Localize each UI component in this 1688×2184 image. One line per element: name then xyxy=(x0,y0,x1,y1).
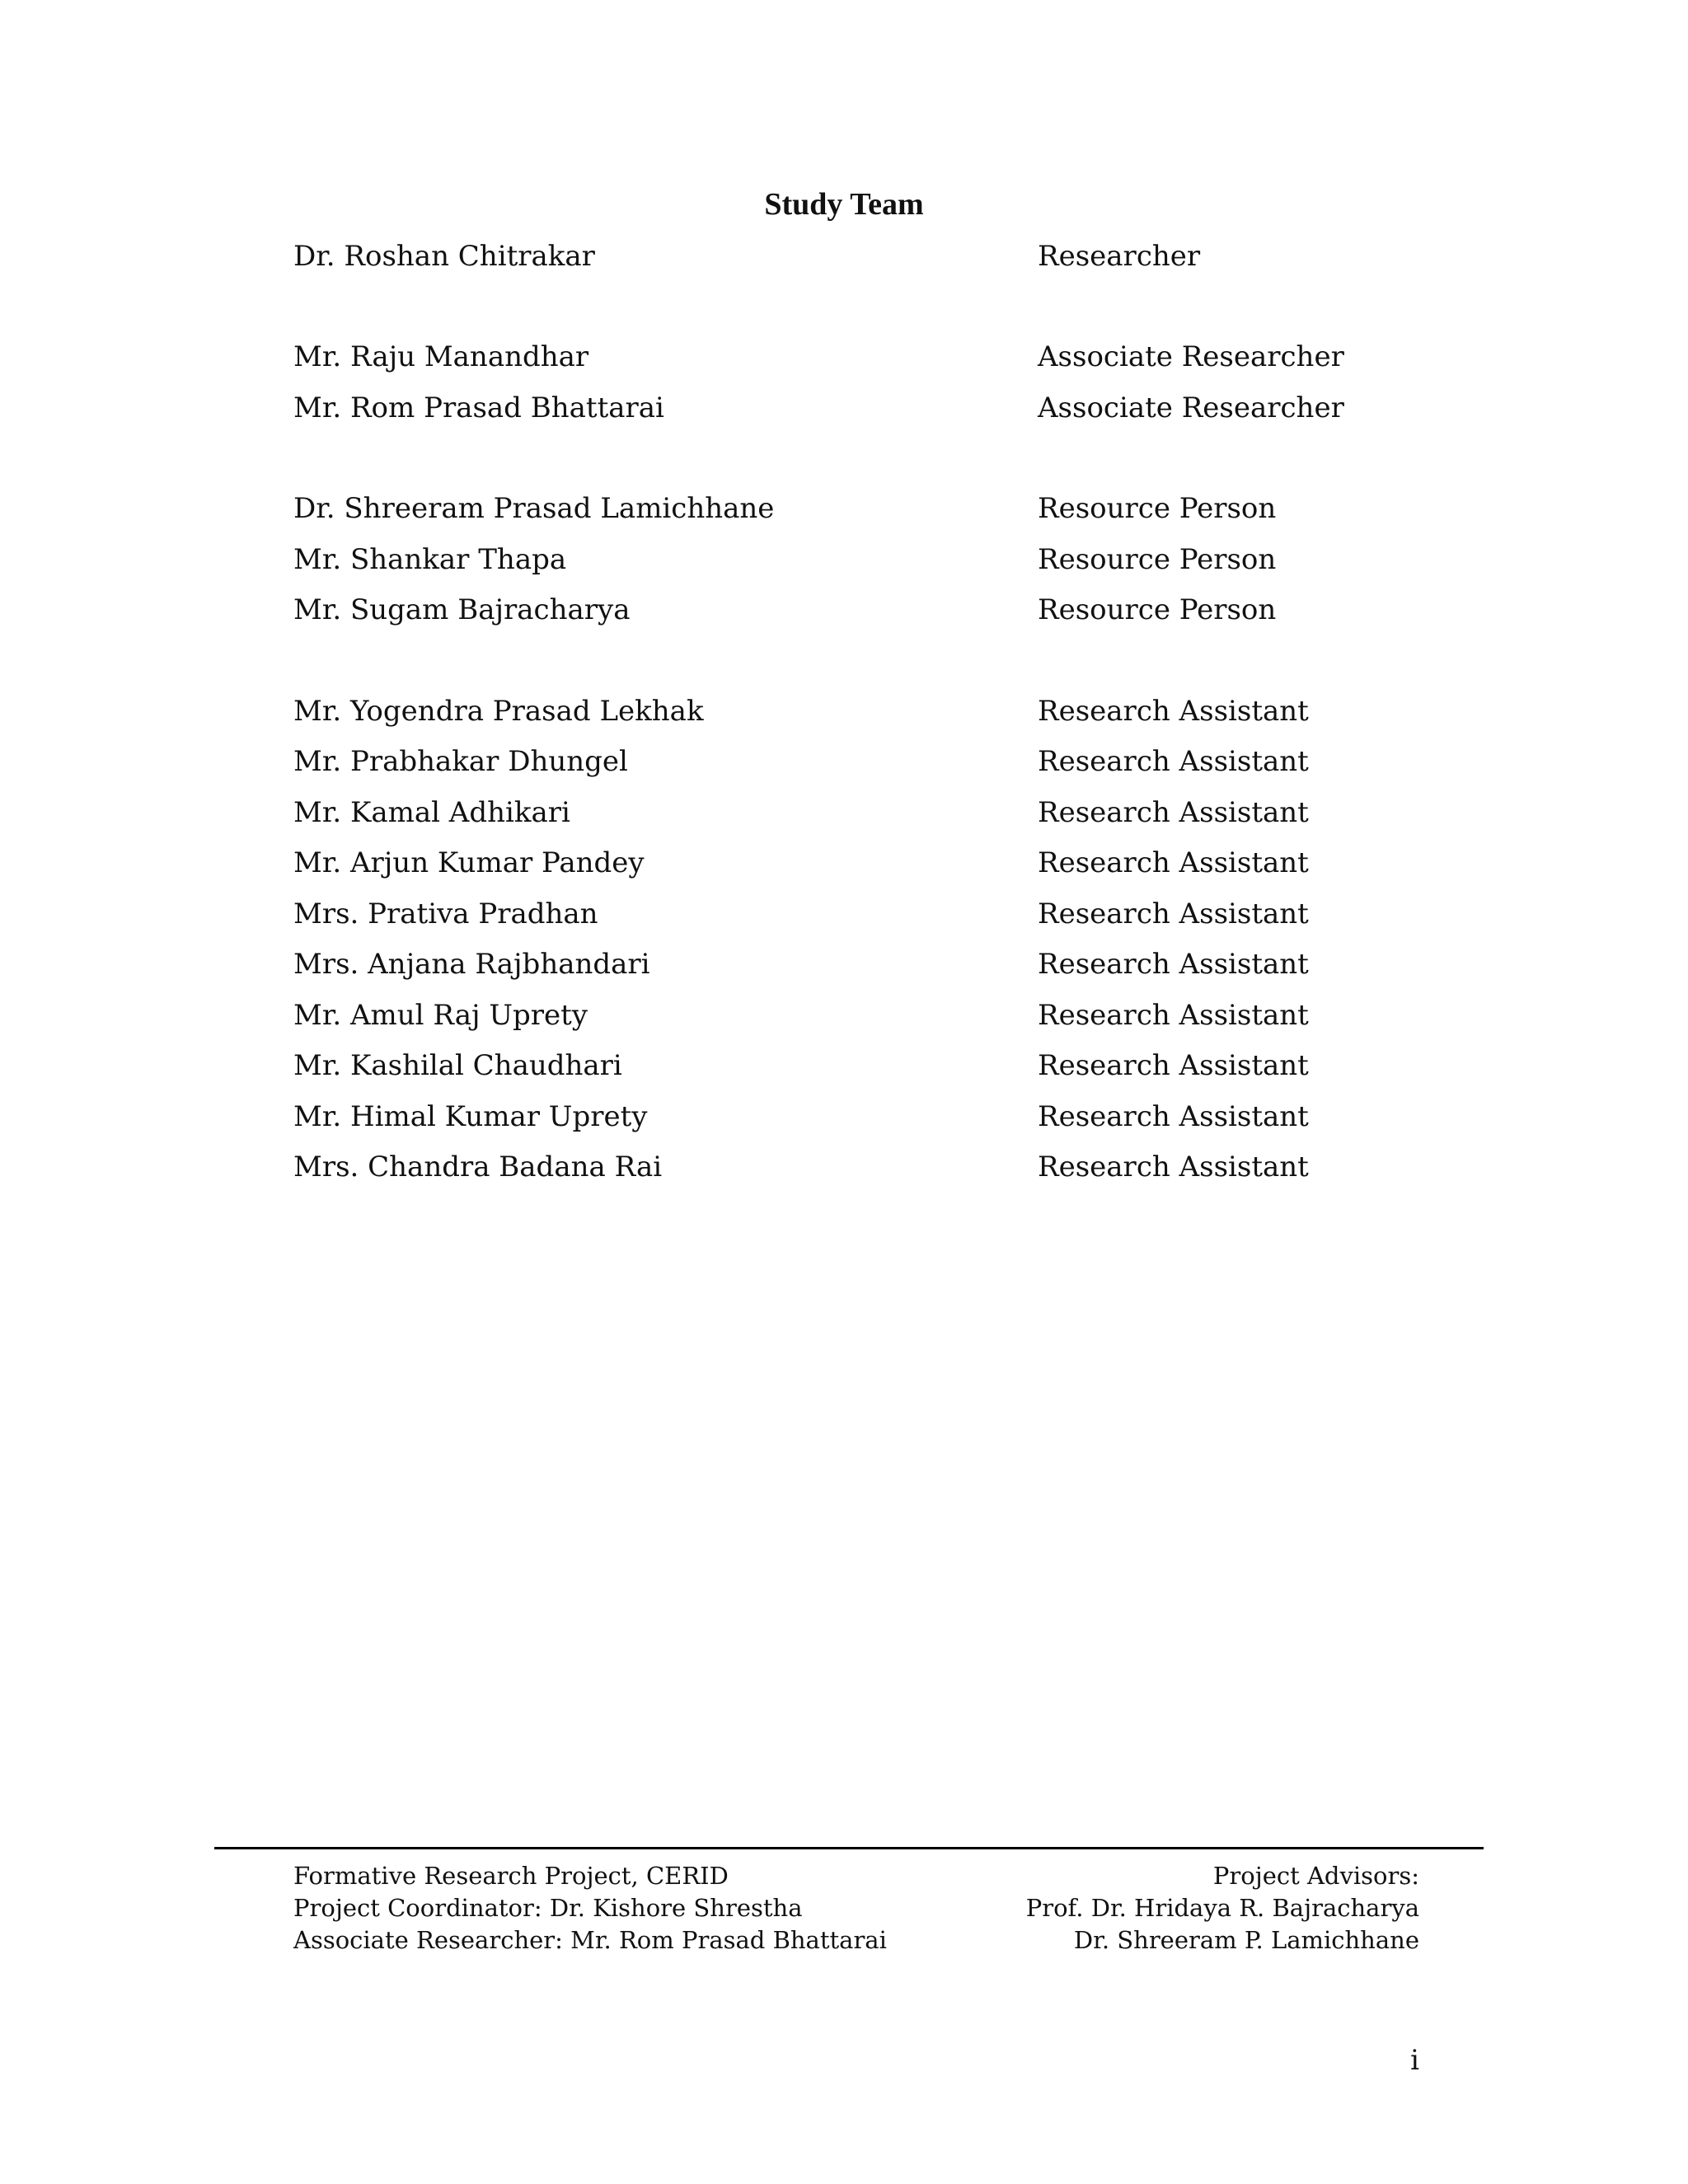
team-member-row xyxy=(293,332,1447,383)
member-role: Research Assistant xyxy=(1038,745,1309,779)
page-title: Study Team xyxy=(764,187,924,222)
member-name: Mrs. Chandra Badana Rai xyxy=(293,1151,663,1184)
footer-project-advisors xyxy=(1026,1860,1419,1957)
member-role: Research Assistant xyxy=(1038,948,1309,982)
member-role: Researcher xyxy=(1038,239,1201,273)
team-member-row xyxy=(293,1142,1447,1193)
member-name: Mr. Amul Raj Uprety xyxy=(293,998,588,1032)
member-role: Research Assistant xyxy=(1038,694,1309,728)
member-role: Research Assistant xyxy=(1038,998,1309,1032)
team-member-row xyxy=(293,838,1447,889)
footer-left-line: Project Coordinator: Dr. Kishore Shrestha xyxy=(293,1894,803,1922)
team-member-row xyxy=(293,1041,1447,1092)
member-role: Resource Person xyxy=(1038,593,1277,627)
team-group xyxy=(293,686,1447,1193)
team-member-row xyxy=(293,737,1447,788)
member-role: Research Assistant xyxy=(1038,795,1309,829)
member-name: Dr. Roshan Chitrakar xyxy=(293,239,595,273)
team-group xyxy=(293,231,1447,282)
team-member-row xyxy=(293,534,1447,585)
team-member-row xyxy=(293,686,1447,737)
member-name: Mr. Yogendra Prasad Lekhak xyxy=(293,694,704,728)
member-role: Associate Researcher xyxy=(1038,391,1344,424)
member-role: Research Assistant xyxy=(1038,897,1309,930)
team-member-row xyxy=(293,382,1447,434)
member-name: Mrs. Prativa Pradhan xyxy=(293,897,598,930)
member-name: Mr. Sugam Bajracharya xyxy=(293,593,631,627)
footer-divider xyxy=(214,1847,1484,1849)
footer-project-info xyxy=(293,1860,887,1957)
member-role: Resource Person xyxy=(1038,542,1277,576)
footer-right-line: Prof. Dr. Hridaya R. Bajracharya xyxy=(1025,1894,1419,1922)
member-role: Associate Researcher xyxy=(1038,340,1344,374)
study-team-list xyxy=(293,231,1447,1243)
member-name: Mr. Raju Manandhar xyxy=(293,340,589,374)
team-member-row xyxy=(293,484,1447,535)
footer-right-line: Project Advisors: xyxy=(1212,1862,1419,1890)
page-number: i xyxy=(1410,2044,1419,2077)
member-name: Mr. Prabhakar Dhungel xyxy=(293,745,628,779)
member-name: Mr. Kashilal Chaudhari xyxy=(293,1049,622,1083)
team-member-row xyxy=(293,888,1447,940)
team-group xyxy=(293,332,1447,434)
team-member-row xyxy=(293,585,1447,636)
member-name: Mrs. Anjana Rajbhandari xyxy=(293,948,650,982)
member-name: Mr. Himal Kumar Uprety xyxy=(293,1099,648,1133)
member-role: Research Assistant xyxy=(1038,1099,1309,1133)
footer-right-line: Dr. Shreeram P. Lamichhane xyxy=(1073,1926,1419,1954)
member-name: Mr. Rom Prasad Bhattarai xyxy=(293,391,664,424)
team-member-row xyxy=(293,231,1447,282)
team-member-row xyxy=(293,1091,1447,1142)
member-role: Research Assistant xyxy=(1038,1049,1309,1083)
member-name: Mr. Arjun Kumar Pandey xyxy=(293,846,645,880)
team-member-row xyxy=(293,787,1447,838)
team-member-row xyxy=(293,990,1447,1041)
member-name: Mr. Kamal Adhikari xyxy=(293,795,570,829)
footer-left-line: Formative Research Project, CERID xyxy=(293,1862,729,1890)
member-role: Resource Person xyxy=(1038,492,1277,526)
team-group xyxy=(293,484,1447,636)
member-role: Research Assistant xyxy=(1038,846,1309,880)
footer-left-line: Associate Researcher: Mr. Rom Prasad Bhattarai xyxy=(293,1926,887,1954)
team-member-row xyxy=(293,940,1447,991)
member-name: Mr. Shankar Thapa xyxy=(293,542,567,576)
member-role: Research Assistant xyxy=(1038,1151,1309,1184)
member-name: Dr. Shreeram Prasad Lamichhane xyxy=(293,492,775,526)
